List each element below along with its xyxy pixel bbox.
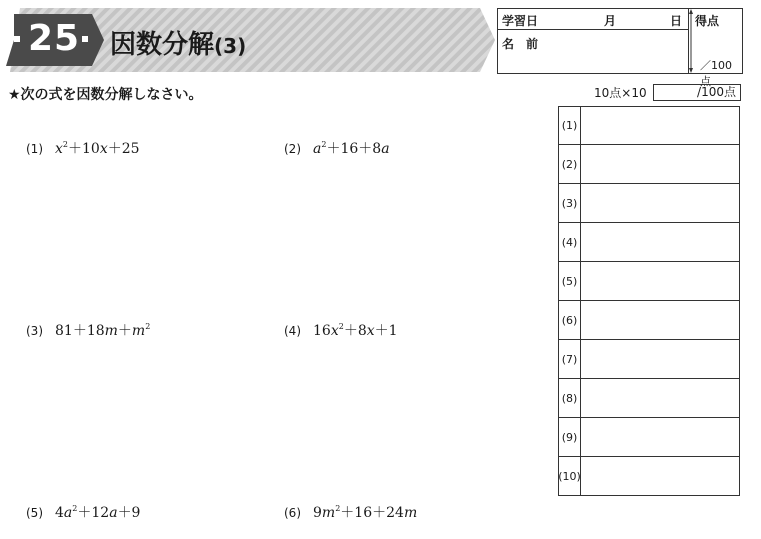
answer-cell[interactable] (581, 184, 739, 222)
score-total: ／100点 (700, 59, 732, 88)
title-suffix: (3) (214, 34, 247, 58)
answer-cell[interactable] (581, 262, 739, 300)
answer-row (558, 379, 740, 418)
answer-cell[interactable] (581, 340, 739, 378)
answer-cell[interactable] (581, 457, 739, 495)
score-label: 得点 (695, 14, 720, 28)
problem-1 (26, 138, 140, 158)
day-label: 日 (670, 14, 683, 28)
problem-number: (5) (26, 506, 43, 520)
answer-label: (5) (559, 262, 581, 300)
problem-expression: $x^2+10x+25$ (55, 140, 140, 157)
answer-row (558, 145, 740, 184)
problem-expression: $a^2+16+8a$ (313, 140, 390, 157)
problem-3 (26, 320, 150, 340)
problem-number: (1) (26, 142, 43, 156)
answer-row (558, 418, 740, 457)
answer-row (558, 457, 740, 496)
answer-label: (4) (559, 223, 581, 261)
answer-cell[interactable] (581, 107, 739, 144)
problem-6 (284, 502, 417, 522)
answer-label: (6) (559, 301, 581, 339)
problem-number: (6) (284, 506, 301, 520)
answer-cell[interactable] (581, 145, 739, 183)
problem-number: (2) (284, 142, 301, 156)
answer-cell[interactable] (581, 379, 739, 417)
answer-row (558, 106, 740, 145)
answer-row (558, 340, 740, 379)
scoring-rule: 10点×10 (594, 86, 647, 100)
answer-label: (9) (559, 418, 581, 456)
problem-number: (4) (284, 324, 301, 338)
problem-expression: $16x^2+8x+1$ (313, 322, 398, 339)
problem-number: (3) (26, 324, 43, 338)
answer-row (558, 262, 740, 301)
date-label: 学習日 (502, 14, 539, 28)
header-banner (0, 0, 495, 80)
problem-expression: $81+18m+m^2$ (55, 322, 151, 339)
answer-row (558, 223, 740, 262)
answer-label: (1) (559, 107, 581, 144)
problem-expression: $9m^2+16+24m$ (313, 504, 418, 521)
total-score-box[interactable]: /100点 (653, 84, 741, 101)
lesson-number: 25 (28, 18, 81, 59)
answer-label: (8) (559, 379, 581, 417)
answer-row (558, 301, 740, 340)
problem-2 (284, 138, 390, 158)
answer-label: (2) (559, 145, 581, 183)
instruction-text: ★次の式を因数分解しなさい。 (8, 87, 203, 103)
month-label: 月 (604, 14, 617, 28)
title-main: 因数分解 (110, 30, 215, 60)
problem-4 (284, 320, 398, 340)
answer-cell[interactable] (581, 418, 739, 456)
answer-label: (7) (559, 340, 581, 378)
answer-label: (10) (559, 457, 581, 495)
problem-expression: $4a^2+12a+9$ (55, 504, 141, 521)
answer-row (558, 184, 740, 223)
answer-cell[interactable] (581, 223, 739, 261)
answer-table (558, 106, 740, 496)
student-info-box (497, 8, 743, 88)
page-title (110, 24, 246, 61)
answer-cell[interactable] (581, 301, 739, 339)
answer-label: (3) (559, 184, 581, 222)
name-label: 名 前 (502, 37, 539, 51)
problem-5 (26, 502, 140, 522)
